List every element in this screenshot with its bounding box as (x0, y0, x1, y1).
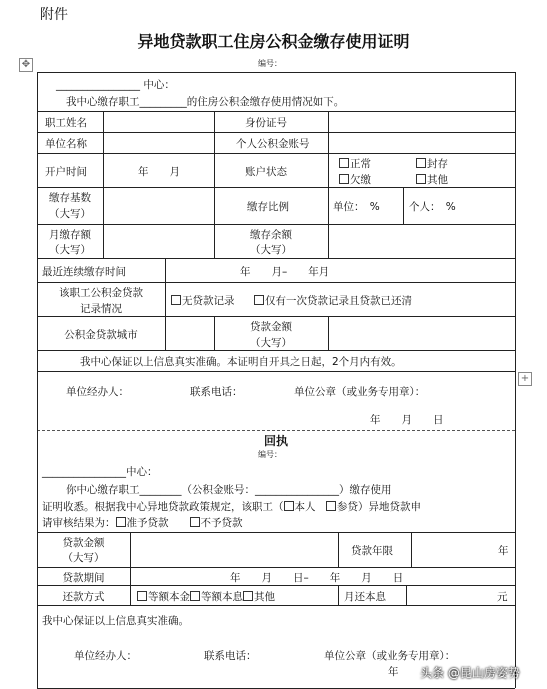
checkbox-icon[interactable] (190, 591, 200, 601)
checkbox-icon[interactable] (137, 591, 147, 601)
loan-amount-label: 贷款金额 (250, 321, 292, 333)
receipt-line1: 你中心缴存职工________（公积金账号：________________）缴存使用 (66, 484, 392, 496)
date-line: 年 月 日 (370, 414, 444, 426)
id-label: 身份证号 (245, 117, 287, 129)
receipt-line3: 请审核结果为： 准予贷款 不予贷款 (42, 517, 243, 529)
status-label: 账户状态 (245, 166, 287, 178)
open-time-value: 年 月 (138, 166, 180, 178)
period-label: 贷款期间 (62, 572, 105, 584)
status-owe-option[interactable]: 欠缴 (339, 172, 371, 187)
receipt-serial-label: 编号： (258, 450, 282, 459)
checkbox-icon[interactable] (326, 501, 336, 511)
continuous-label: 最近连续缴存时间 (42, 266, 126, 278)
balance-label-sub: （大写） (250, 244, 292, 256)
checkbox-icon[interactable] (190, 517, 200, 527)
serial-label: 编号： (258, 59, 282, 68)
monthly-label-sub: （大写） (49, 244, 91, 256)
term-label: 贷款年限 (351, 545, 393, 557)
loan-none-option[interactable]: 无贷款记录 (171, 293, 235, 308)
add-column-plus-icon[interactable]: + (518, 372, 532, 386)
method-options: 等额本金 等额本息 其他 (137, 589, 275, 604)
center-line: ________________ 中心： (56, 79, 175, 91)
checkbox-icon[interactable] (284, 501, 294, 511)
monthly-label: 月缴存额 (49, 229, 91, 241)
checkbox-icon (254, 295, 264, 305)
checkbox-icon[interactable] (243, 591, 253, 601)
guarantee-text: 我中心保证以上信息真实准确。本证明自开具之日起，2个月内有效。 (80, 356, 402, 368)
method-label: 还款方式 (62, 591, 105, 603)
term-year-unit: 年 (498, 545, 509, 557)
loan-once-option[interactable]: 仅有一次贷款记录且贷款已还清 (254, 293, 412, 308)
receipt-seal-label: 单位公章（或业务专用章）： (324, 650, 456, 662)
checkbox-icon (416, 158, 426, 168)
receipt-right-border (515, 430, 516, 688)
checkbox-icon (416, 174, 426, 184)
name-label: 职工姓名 (45, 117, 87, 129)
continuous-value: 年 月– 年月 (240, 266, 330, 278)
checkbox-icon (339, 174, 349, 184)
page-title: 异地贷款职工住房公积金缴存使用证明 (137, 32, 410, 51)
receipt-year: 年 (388, 666, 399, 678)
ratio-unit: 单位： % (333, 201, 380, 213)
checkbox-icon (171, 295, 181, 305)
unit-label: 单位名称 (45, 138, 87, 150)
monthly-repay-label: 月还本息 (344, 591, 386, 603)
receipt-title: 回执 (263, 434, 288, 448)
receipt-amount-label: 贷款金额 (62, 537, 105, 549)
receipt-guarantee: 我中心保证以上信息真实准确。 (42, 615, 189, 627)
ratio-person: 个人： % (409, 201, 456, 213)
status-sealed-option[interactable]: 封存 (416, 156, 448, 171)
watermark: 头条 @昆山房姿势 (420, 666, 520, 680)
ratio-label: 缴存比例 (247, 201, 289, 213)
balance-label: 缴存余额 (250, 229, 292, 241)
receipt-center-line: ________________中心： (42, 466, 158, 478)
loan-record-label: 该职工公积金贷款 (59, 287, 143, 299)
receipt-line2: 证明收悉。根据我中心异地贷款政策规定，该职工（ 本人 参贷）异地贷款申 (42, 501, 421, 513)
intro-line: 我中心缴存职工_________的住房公积金缴存使用情况如下。 (66, 96, 345, 108)
open-time-label: 开户时间 (45, 166, 87, 178)
phone-label: 联系电话： (190, 386, 243, 398)
receipt-amount-label-sub: （大写） (62, 552, 105, 564)
receipt-handler-label: 单位经办人： (74, 650, 137, 662)
status-normal-option[interactable]: 正常 (339, 156, 371, 171)
loan-record-label-sub: 记录情况 (80, 303, 122, 315)
table-move-handle-icon[interactable]: ✥ (19, 58, 33, 72)
attachment-label: 附件 (40, 7, 68, 23)
handler-label: 单位经办人： (66, 386, 129, 398)
period-value: 年 月 日– 年 月 日 (230, 572, 404, 584)
loan-amount-label-sub: （大写） (250, 337, 292, 349)
loan-city-label: 公积金贷款城市 (64, 329, 138, 341)
seal-label: 单位公章（或业务专用章）： (294, 386, 426, 398)
base-label-sub: （大写） (49, 208, 91, 220)
base-label: 缴存基数 (49, 192, 91, 204)
status-other-option[interactable]: 其他 (416, 172, 448, 187)
checkbox-icon[interactable] (116, 517, 126, 527)
yuan-unit: 元 (497, 591, 508, 603)
receipt-phone-label: 联系电话： (204, 650, 257, 662)
account-label: 个人公积金账号 (236, 138, 310, 150)
checkbox-icon (339, 158, 349, 168)
